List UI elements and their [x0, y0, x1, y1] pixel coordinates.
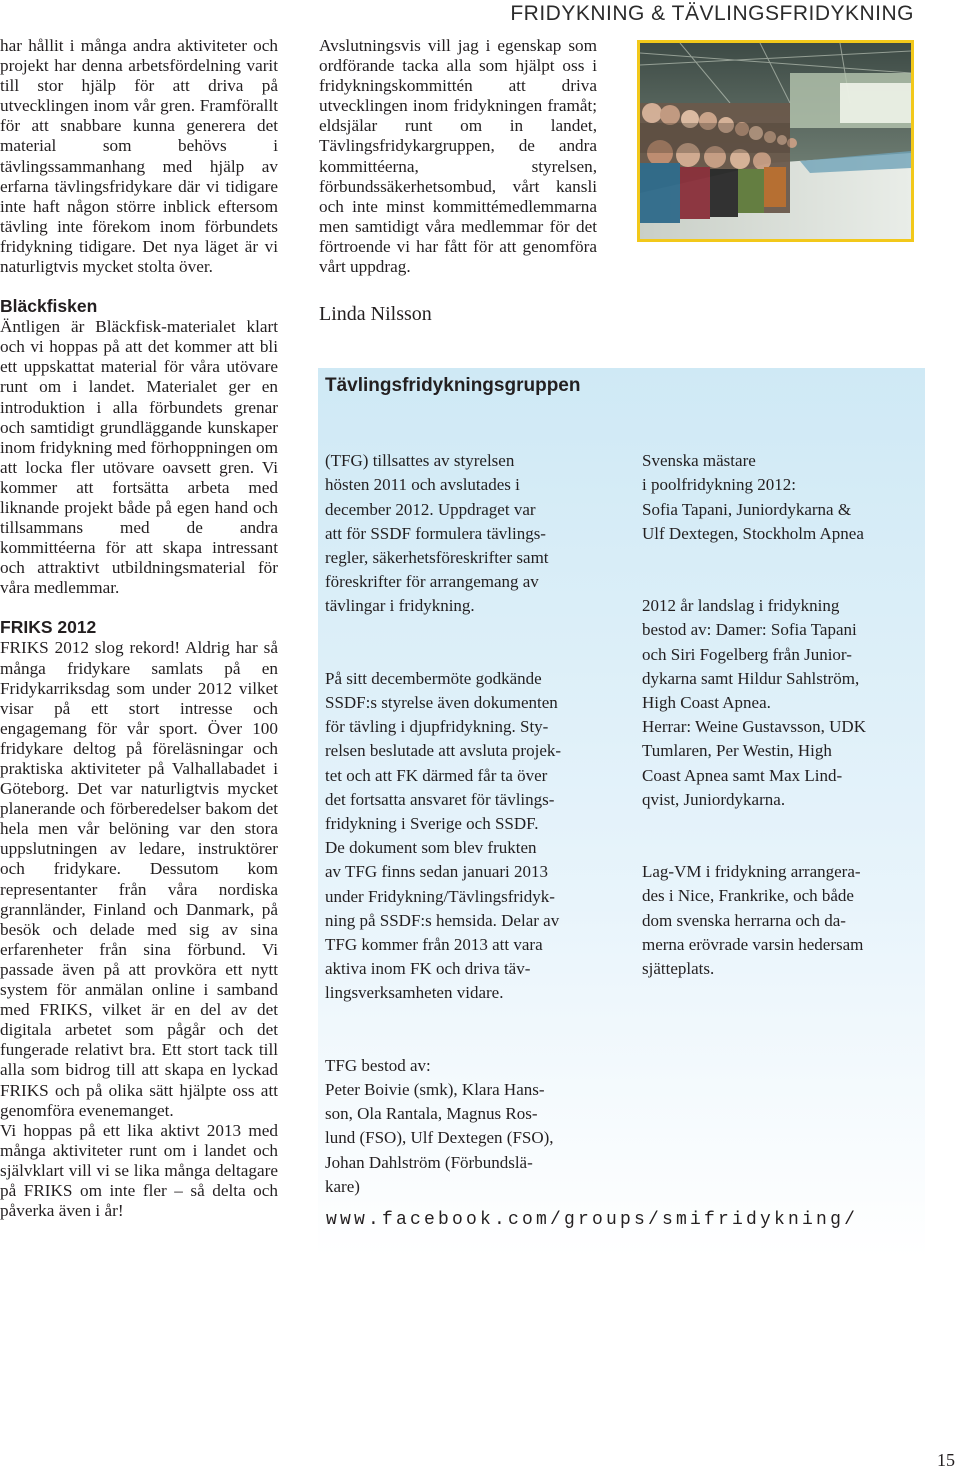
running-header: FRIDYKNING & TÄVLINGSFRIDYKNING	[510, 2, 914, 25]
facebook-group-link[interactable]: www.facebook.com/groups/smifridykning/	[326, 1210, 859, 1230]
blackfisken-paragraph: Äntligen är Bläckfisk-materialet klart och vi hoppas på att det kommer att bli ett uppskattat material för våra utövare runt om i landet. Materialet ger en introduktion i alla förbundets grenar och samtidigt grundläggande kunskaper inom fridykning med förhoppningen om att locka fler utövare oavsett gren. Vi kommer att fortsätta arbeta med liknande projekt både på egen hand och tillsammans med de andra kommittéerna för att skapa intressant och attraktivt utbildningsmaterial för våra medlemmar.	[0, 317, 278, 598]
tfg-info-box	[318, 368, 925, 1258]
box-title: Tävlingsfridykningsgruppen	[325, 375, 581, 396]
page-number: 15	[937, 1450, 955, 1470]
box-left-para-1: (TFG) tillsattes av styrelsen hösten 2011 och avslutades i december 2012. Uppdraget var att för SSDF formulera tävlings- regler, säkerhetsföreskrifter samt föreskrifter för arrangemang av tävlingar i fridykning.	[325, 451, 549, 616]
section-heading-friks: FRIKS 2012	[0, 617, 97, 638]
box-right-para-2: 2012 år landslag i fridykning bestod av: Damer: Sofia Tapani och Siri Fogelberg från Junior- dykarna samt Hildur Sahlström, High Coast Apnea. Herrar: Weine Gustavsson, UDK Tumlaren, Per Westin, High Coast Apnea samt Max Lind- qvist, Juniordykarna.	[642, 596, 866, 809]
box-left-para-3: TFG bestod av: Peter Boivie (smk), Klara Hans- son, Ola Rantala, Magnus Ros- lund (FSO), Ulf Dextegen (FSO), Johan Dahlström (Förbundslä- kare)	[325, 1055, 554, 1196]
column-middle	[319, 36, 597, 326]
photo-illustration	[640, 43, 911, 239]
column-left	[0, 36, 278, 1221]
intro-paragraph: har hållit i många andra aktiviteter och projekt har denna arbetsfördelning varit till stor hjälp för att driva på utvecklingen inom vår gren. Framförallt för att snabbare kunna generera det material som behövs i tävlingssammanhang med hjälp av erfarna tävlingsfridykare där vi tidigare inte haft någon större inblick eftersom tävling inte förekom inom förbundets fridykning tidigare. Det nya läget är vi naturligtvis mycket stolta över.	[0, 36, 278, 277]
box-right-para-1: Svenska mästare i poolfridykning 2012: Sofia Tapani, Juniordykarna & Ulf Dextegen, Stockholm Apnea	[642, 451, 864, 543]
box-right-para-3: Lag-VM i fridykning arrangera- des i Nice, Frankrike, och både dom svenska herrarna och da- merna erövrade varsin hedersam sjätteplats.	[642, 862, 864, 979]
section-heading-blackfisken: Bläckfisken	[0, 296, 98, 317]
box-left-para-2: På sitt decembermöte godkände SSDF:s styrelse även dokumenten för tävling i djupfridykning. Sty- relsen beslutade att avsluta projek- tet och att FK därmed får ta över det fortsatta ansvaret för tävlings- fridykning i Sverige och SSDF. De dokument som blev frukten av TFG finns sedan januari 2013 under Fridykning/Tävlingsfridyk- ning på SSDF:s hemsida. Delar av TFG kommer från 2013 att vara aktiva inom FK och driva täv- lingsverksamheten vidare.	[325, 668, 562, 1003]
friks-paragraph-2: Vi hoppas på ett lika aktivt 2013 med många aktiviteter runt om i landet och självklart vill vi se lika många deltagare på FRIKS om inte fler – så delta och påverka även i år!	[0, 1120, 278, 1221]
friks-paragraph: FRIKS 2012 slog rekord! Aldrig har så många fridykare samlats på en Fridykarriksdag som under 2012 vilket visar på ett stort intresse och engagemang för vår sport. Över 100 fridykare deltog på föreläsningar och praktiska aktiviteter på Valhallabadet i Göteborg. Det var naturligtvis mycket planerande och förberedelser bakom det hela men vår belöning var den stora uppslutningen av ledare, instruktörer och fridykare. Dessutom kom representanter från våra nordiska grannländer, Finland och Danmark, på besök och delade med sig av sina erfarenheter från sina förbund. Vi passade även på att provköra ett nytt system för anmälan online i samband med FRIKS, vilket är en del av det digitala arbetet som pågår och det fungerade relativt bra. Ett stort tack till alla som bidrog till att skapa en lyckad FRIKS och på olika sätt hjälpte oss att genomföra evenemanget.	[0, 638, 278, 1120]
author-signature: Linda Nilsson	[319, 303, 432, 326]
pool-audience-photo	[637, 40, 914, 242]
box-left-column	[325, 425, 625, 1247]
closing-paragraph: Avslutningsvis vill jag i egenskap som ordförande tacka alla som hjälpt oss i fridykningskommittén att driva utvecklingen inom fridykningen framåt; eldsjälar runt om in landet, Tävlingsfridykargruppen, de andra kommittéerna, styrelsen, förbundssäkerhetsombud, vårt kansli och inte minst kommittémedlemmarna men samtidigt våra medlemmar för det förtroende vi har fått för att genomföra vårt uppdrag.	[319, 36, 597, 277]
box-right-column	[642, 425, 924, 1029]
